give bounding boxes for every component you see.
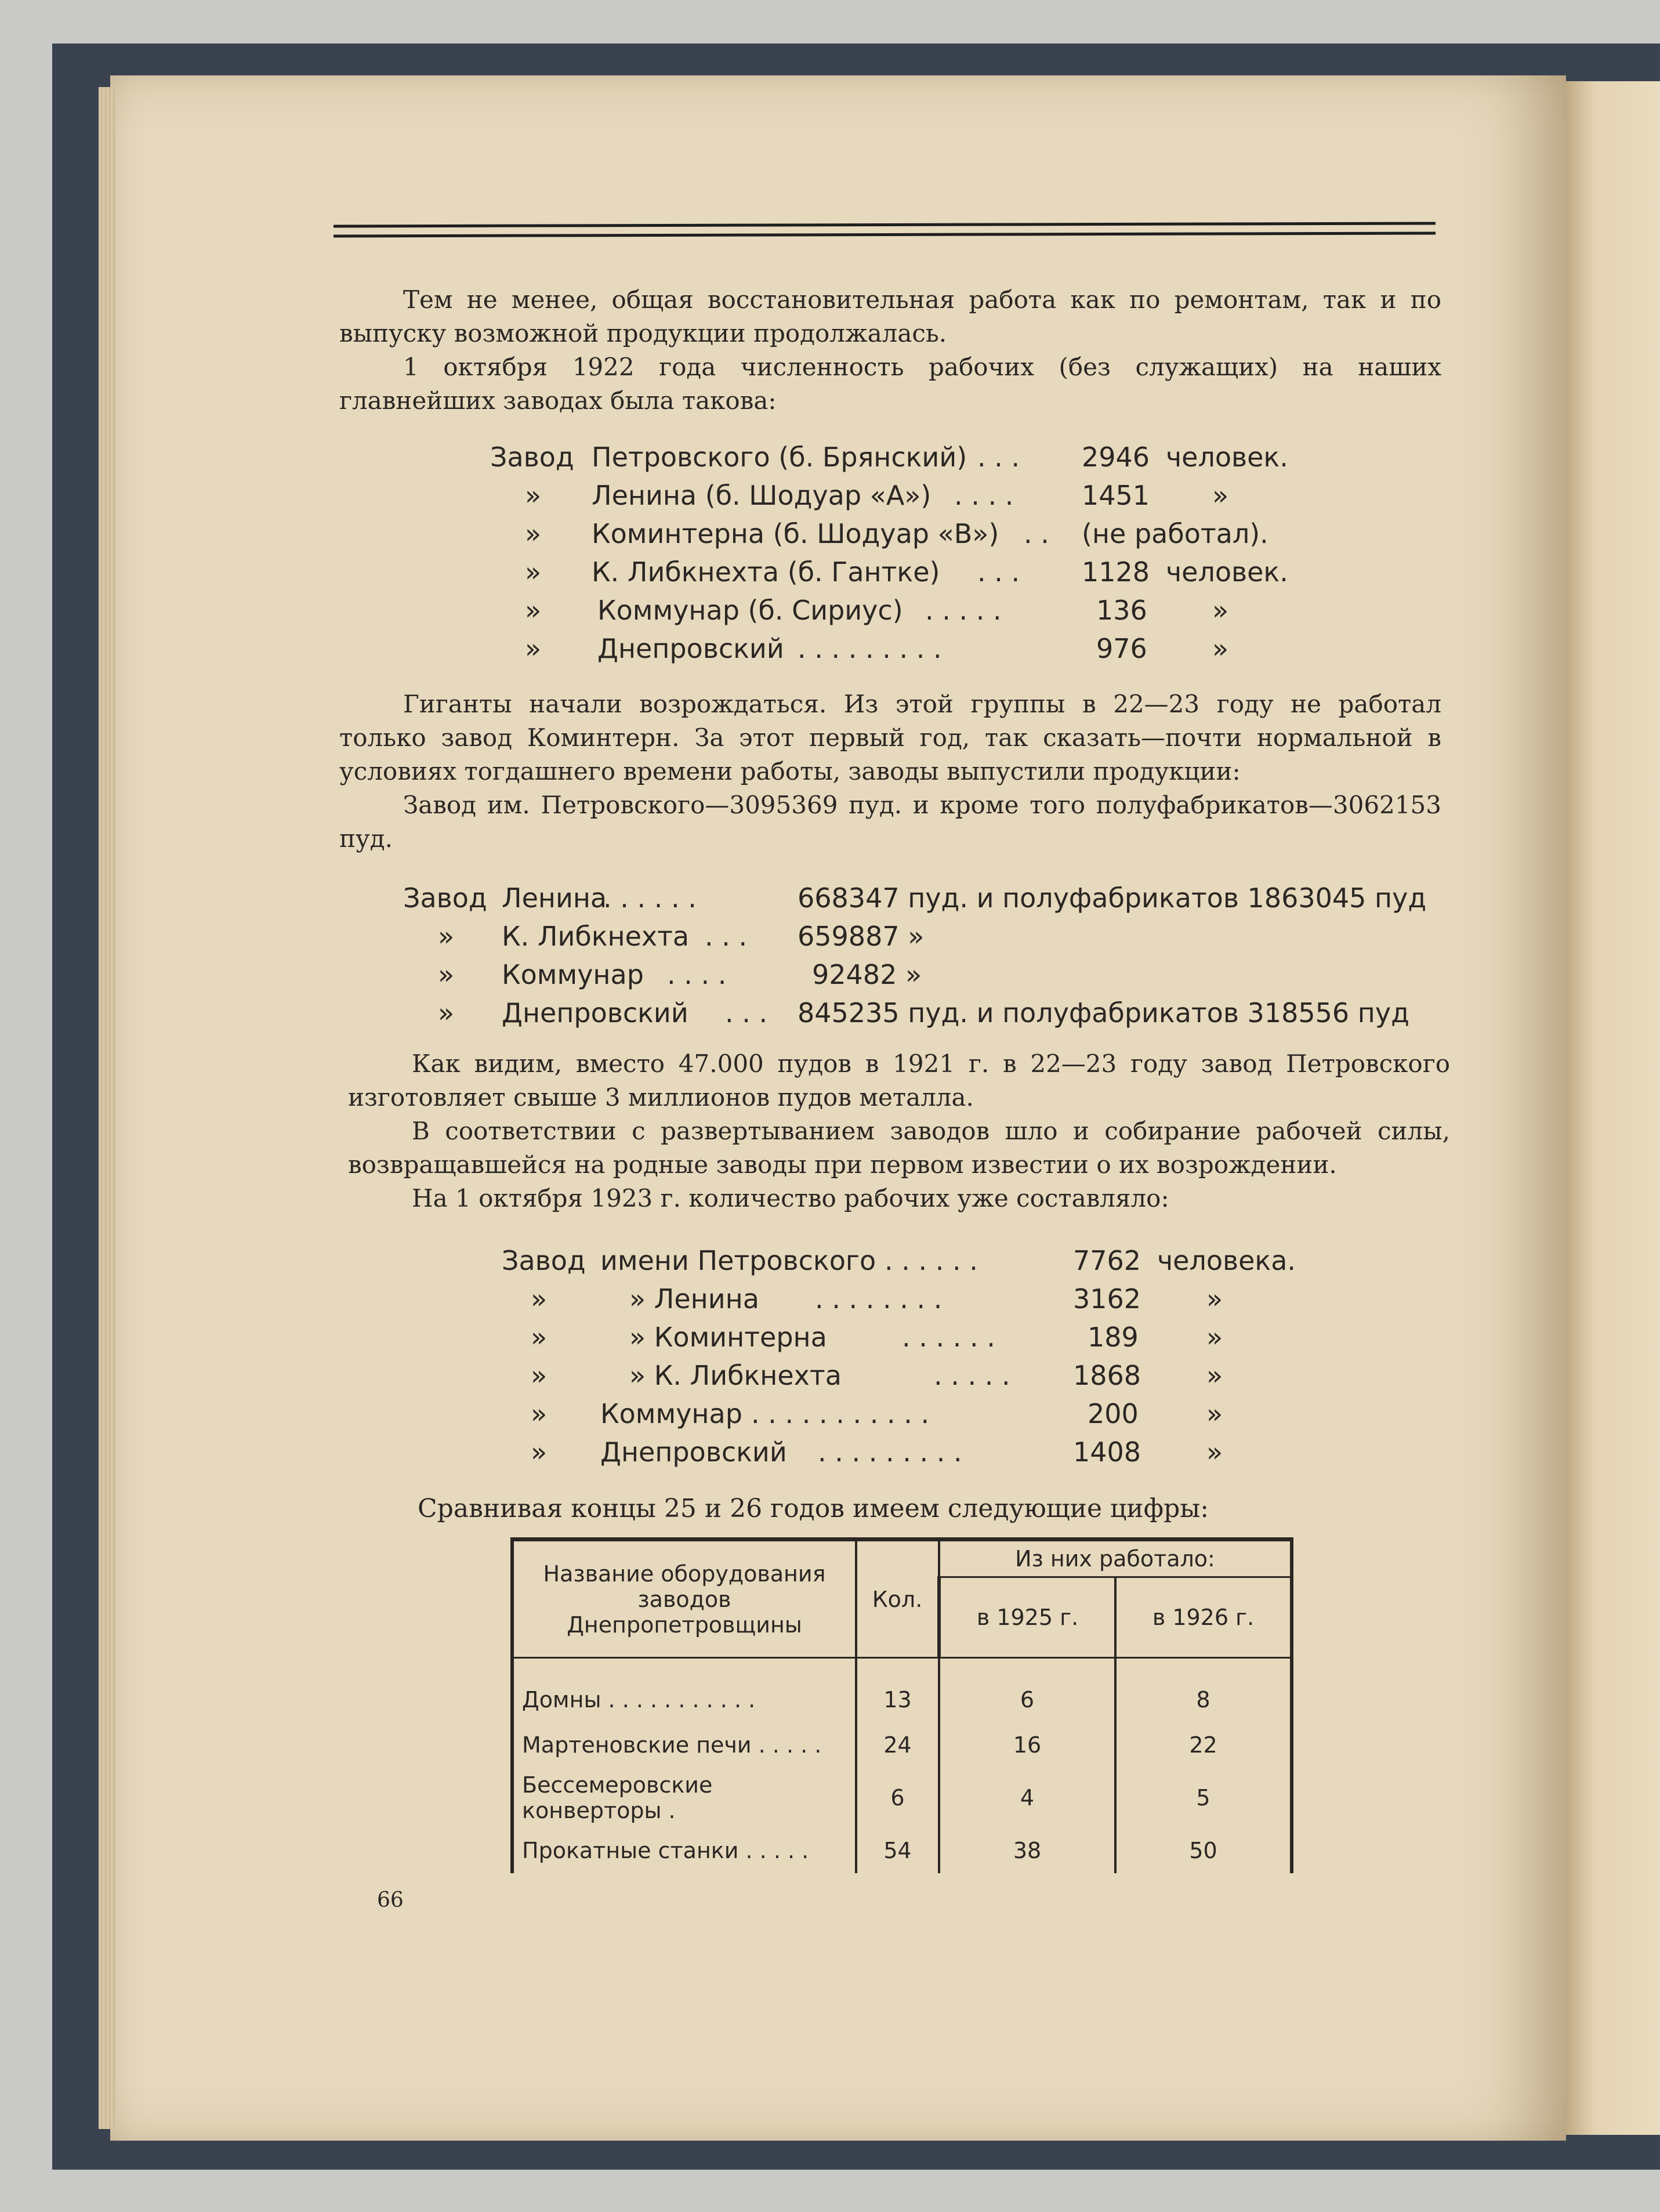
cell-name: Бессемеровские конверторы . [512, 1768, 856, 1828]
table-row [512, 1828, 1292, 1873]
col-header-1925: в 1925 г. [939, 1577, 1115, 1658]
cell-1925: 38 [939, 1828, 1115, 1873]
cell-1926: 50 [1115, 1828, 1292, 1873]
cell-count: 6 [856, 1768, 939, 1828]
paragraph: Завод им. Петровского—3095369 пуд. и кроме того полуфабрикатов—3062153 пуд. [339, 791, 1441, 853]
table-row [512, 1722, 1292, 1768]
cell-1926: 8 [1115, 1658, 1292, 1723]
table-intro: Сравнивая концы 25 и 26 годов имеем следующие цифры: [418, 1494, 1209, 1523]
paragraph-block-1 [339, 283, 1441, 418]
paragraph-block-3 [348, 1047, 1450, 1215]
paragraph: Тем не менее, общая восстановительная работа как по ремонтам, так и по выпуску возможной продукции продолжалась. [339, 285, 1441, 347]
col-header-group: Из них работало: [939, 1540, 1292, 1577]
paragraph-block-2 [339, 687, 1441, 856]
paragraph: Гиганты начали возрождаться. Из этой группы в 22—23 году не работал только завод Коминтерн. За этот первый год, так сказать—почти нормальной в условиях тогдашнего времени работы, заводы выпустили продукции: [339, 690, 1441, 785]
facing-page-edge [1560, 81, 1660, 2135]
paragraph: Как видим, вместо 47.000 пудов в 1921 г. в 22—23 году завод Петровского изготовляет свыше 3 миллионов пудов металла. [348, 1049, 1450, 1112]
cell-count: 13 [856, 1658, 939, 1723]
table-row [512, 1768, 1292, 1828]
cell-count: 24 [856, 1722, 939, 1768]
page-stack-edges [99, 87, 116, 2129]
cell-1925: 4 [939, 1768, 1115, 1828]
cell-1926: 22 [1115, 1722, 1292, 1768]
col-header-count: Кол. [856, 1540, 939, 1658]
equipment-table [510, 1537, 1293, 1873]
col-header-1926: в 1926 г. [1115, 1577, 1292, 1658]
cell-1926: 5 [1115, 1768, 1292, 1828]
cell-name: Прокатные станки . . . . . [512, 1828, 856, 1873]
cell-name: Домны . . . . . . . . . . . [512, 1658, 856, 1723]
paragraph: На 1 октября 1923 г. количество рабочих уже составляло: [412, 1184, 1169, 1212]
cell-name: Мартеновские печи . . . . . [512, 1722, 856, 1768]
paragraph: 1 октября 1922 года численность рабочих (без служащих) на наших главнейших заводах была такова: [339, 353, 1441, 415]
cell-count: 54 [856, 1828, 939, 1873]
cell-1925: 16 [939, 1722, 1115, 1768]
page-number: 66 [377, 1888, 404, 1912]
paragraph: В соответствии с развертыванием заводов шло и собирание рабочей силы, возвращавшейся на родные заводы при первом известии о их возрождении. [348, 1117, 1450, 1179]
cell-1925: 6 [939, 1658, 1115, 1723]
col-header-name: Название оборудования заводов Днепропетровщины [512, 1540, 856, 1658]
table-row [512, 1658, 1292, 1723]
